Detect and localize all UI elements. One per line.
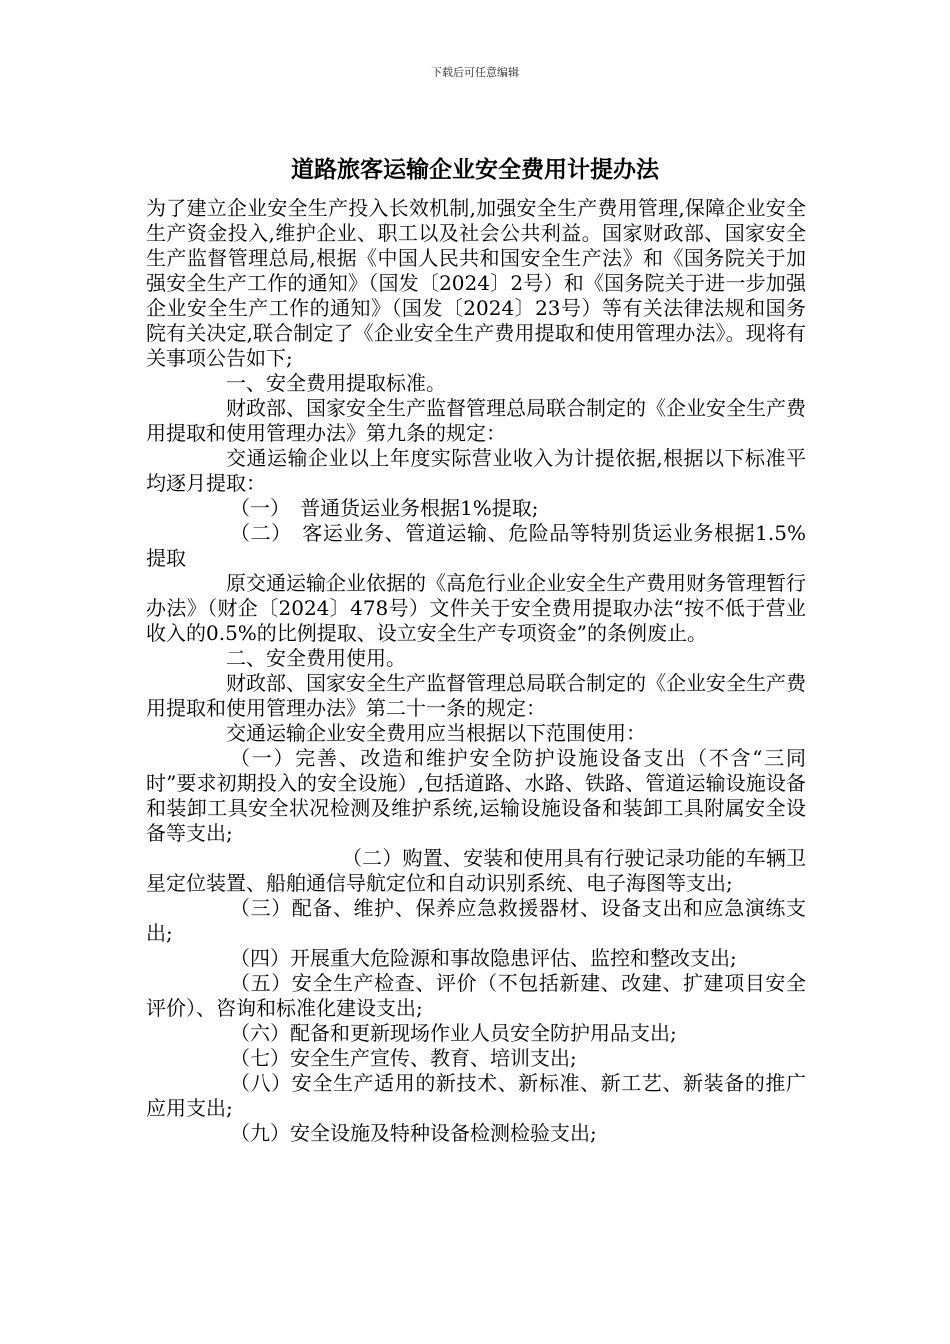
paragraph: 交通运输企业安全费用应当根据以下范围使用： <box>226 721 646 745</box>
section-heading-1: 一、安全费用提取标准。 <box>226 371 446 395</box>
paragraph: 财政部、国家安全生产监督管理总局联合制定的《企业安全生产费用提取和使用管理办法》第九条的规定： <box>146 396 806 445</box>
list-item: （七）安全生产宣传、教育、培训支出; <box>230 1046 577 1070</box>
list-item: （一） 普通货运业务根据1%提取; <box>230 496 539 520</box>
paragraph: 原交通运输企业依据的《高危行业企业安全生产费用财务管理暂行办法》（财企〔2024〕478号）文件关于安全费用提取办法“按不低于营业收入的0.5%的比例提取、设立安全生产专项资金”的条例废止。 <box>146 571 806 645</box>
paragraph: 财政部、国家安全生产监督管理总局联合制定的《企业安全生产费用提取和使用管理办法》第二十一条的规定： <box>146 671 806 720</box>
list-item: （三）配备、维护、保养应急救援器材、设备支出和应急演练支出; <box>146 896 806 945</box>
list-item: （四）开展重大危险源和事故隐患评估、监控和整改支出; <box>230 946 737 970</box>
document-title: 道路旅客运输企业安全费用计提办法 <box>291 157 659 183</box>
list-item: （五）安全生产检查、评价（不包括新建、改建、扩建项目安全评价）、咨询和标准化建设支出; <box>146 971 806 1020</box>
list-item: （二） 客运业务、管道运输、危险品等特别货运业务根据1.5%提取 <box>146 521 806 570</box>
list-item: （二）购置、安装和使用具有行驶记录功能的车辆卫星定位装置、船舶通信导航定位和自动识别系统、电子海图等支出; <box>146 846 806 895</box>
list-item: （一）完善、改造和维护安全防护设施设备支出（不含“三同时”要求初期投入的安全设施）,包括道路、水路、铁路、管道运输设施设备和装卸工具安全状况检测及维护系统,运输设施设备和装卸工具附属安全设备等支出; <box>146 746 806 845</box>
paragraph-intro: 为了建立企业安全生产投入长效机制,加强安全生产费用管理,保障企业安全生产资金投入,维护企业、职工以及社会公共利益。国家财政部、国家安全生产监督管理总局,根据《中国人民共和国安全生产法》和《国务院关于加强安全生产工作的通知》（国发〔2024〕2号）和《国务院关于进一步加强企业安全生产工作的通知》（国发〔2024〕23号）等有关法律法规和国务院有关决定,联合制定了《企业安全生产费用提取和使用管理办法》。现将有关事项公告如下; <box>146 196 806 370</box>
paragraph: 交通运输企业以上年度实际营业收入为计提依据,根据以下标准平均逐月提取： <box>146 446 806 495</box>
list-item: （八）安全生产适用的新技术、新标准、新工艺、新装备的推广应用支出; <box>146 1071 806 1120</box>
document-body <box>146 196 806 1146</box>
header-note: 下载后可任意编辑 <box>431 66 519 79</box>
list-item: （六）配备和更新现场作业人员安全防护用品支出; <box>230 1021 677 1045</box>
section-heading-2: 二、安全费用使用。 <box>226 646 406 670</box>
list-item: （九）安全设施及特种设备检测检验支出; <box>230 1121 597 1145</box>
